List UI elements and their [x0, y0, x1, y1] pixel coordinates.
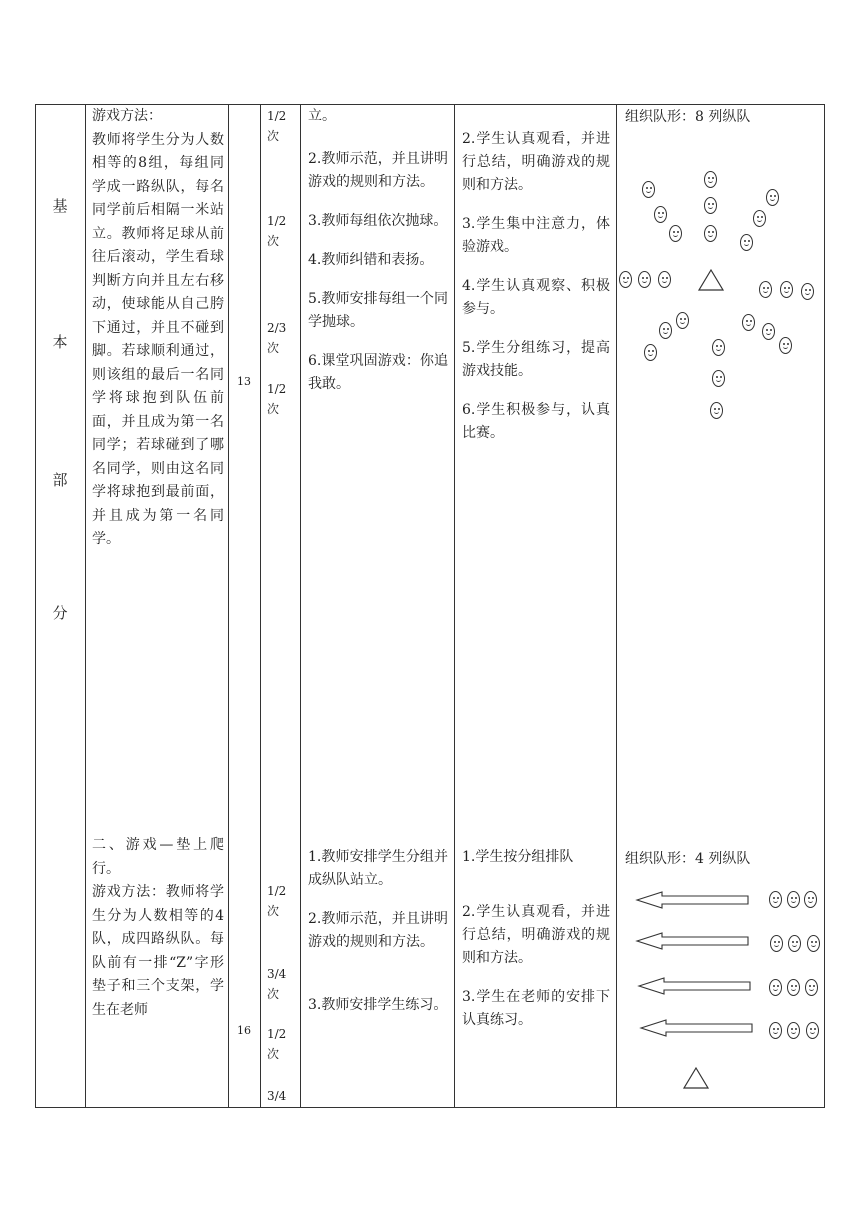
pace-entry: 3/4次 — [267, 967, 287, 1001]
part1-content — [92, 105, 224, 552]
smiley-face-icon — [807, 935, 820, 952]
teacher-step: 5.教师安排每组一个同学抛球。 — [308, 291, 448, 330]
left-arrow-icon — [636, 891, 750, 909]
smiley-face-icon — [638, 271, 651, 288]
pace-entry: 1/2次 — [267, 382, 287, 416]
content-paragraph: 游戏方法：教师将学生分为人数相等的4队，成四路纵队。每队前有一排“Z”字形垫子和三个支架，学生在老师 — [92, 884, 224, 1018]
column-divider — [228, 105, 229, 1107]
part1-teacher-steps — [308, 105, 448, 396]
part2-teacher-steps — [308, 846, 448, 1017]
content-heading: 二、游戏—垫上爬行。 — [92, 837, 224, 877]
smiley-face-icon — [787, 979, 800, 996]
student-response: 3.学生在老师的安排下认真练习。 — [462, 989, 610, 1028]
teacher-step: 6.课堂巩固游戏：你追我敢。 — [308, 353, 448, 392]
teacher-step: 4.教师纠错和表扬。 — [308, 252, 434, 268]
column-divider — [454, 105, 455, 1107]
left-arrow-icon — [640, 1019, 754, 1037]
smiley-face-icon — [806, 1022, 819, 1039]
smiley-face-icon — [619, 271, 632, 288]
smiley-face-icon — [704, 225, 717, 242]
column-divider — [300, 105, 301, 1107]
student-response: 3.学生集中注意力，体验游戏。 — [462, 216, 610, 255]
left-arrow-icon — [636, 932, 750, 950]
smiley-face-icon — [742, 314, 755, 331]
part1-time: 13 — [237, 375, 251, 388]
smiley-face-icon — [759, 281, 772, 298]
teacher-step: 3.教师安排学生练习。 — [308, 997, 448, 1013]
formation-title: 组织队形：8 列纵队 — [625, 109, 751, 125]
student-response: 6.学生积极参与，认真比赛。 — [462, 402, 610, 441]
smiley-face-icon — [787, 1022, 800, 1039]
section-label-char: 本 — [52, 333, 68, 351]
formation-title: 组织队形：4 列纵队 — [625, 851, 751, 867]
smiley-face-icon — [805, 979, 818, 996]
smiley-face-icon — [658, 271, 671, 288]
column-divider — [616, 105, 617, 1107]
smiley-face-icon — [710, 402, 723, 419]
section-label-char: 部 — [52, 471, 68, 489]
content-paragraph: 教师将学生分为人数相等的8组，每组同学成一路纵队，每名同学前后相隔一米站立。教师将足球从前往后滚动，学生看球判断方向并且左右移动，使球能从自己胯下通过，并且不碰到脚。若球顺利通过，则该组的最后一名同学将球抱到队伍前面，并且成为第一名同学；若球碰到了哪名同学，则由这名同学将球抱到最前面，并且成为第一名同学。 — [92, 131, 224, 547]
teacher-step: 3.教师每组依次抛球。 — [308, 213, 448, 229]
pace-entry: 2/3次 — [267, 321, 287, 355]
smiley-face-icon — [769, 891, 782, 908]
student-response: 1.学生按分组排队 — [462, 849, 574, 865]
smiley-face-icon — [762, 323, 775, 340]
smiley-face-icon — [801, 283, 814, 300]
smiley-face-icon — [753, 210, 766, 227]
smiley-face-icon — [712, 370, 725, 387]
smiley-face-icon — [769, 979, 782, 996]
teacher-step: 立。 — [308, 108, 336, 124]
part2-content — [92, 834, 224, 1022]
triangle-icon — [698, 269, 724, 291]
left-arrow-icon — [638, 977, 752, 995]
smiley-face-icon — [704, 197, 717, 214]
smiley-face-icon — [669, 225, 682, 242]
pace-entry: 1/2次 — [267, 214, 287, 248]
smiley-face-icon — [788, 935, 801, 952]
student-response: 5.学生分组练习，提高游戏技能。 — [462, 340, 610, 379]
part2-student-responses — [462, 846, 610, 1032]
smiley-face-icon — [770, 935, 783, 952]
smiley-face-icon — [766, 189, 779, 206]
section-label-char: 基 — [52, 197, 68, 215]
smiley-face-icon — [769, 1022, 782, 1039]
triangle-icon — [683, 1067, 709, 1089]
part1-student-responses — [462, 128, 610, 445]
smiley-face-icon — [644, 344, 657, 361]
teacher-step: 1.教师安排学生分组并成纵队站立。 — [308, 849, 448, 888]
smiley-face-icon — [642, 181, 655, 198]
smiley-face-icon — [659, 322, 672, 339]
smiley-face-icon — [654, 206, 667, 223]
smiley-face-icon — [676, 312, 689, 329]
smiley-face-icon — [779, 337, 792, 354]
smiley-face-icon — [740, 234, 753, 251]
pace-entry: 1/2次 — [267, 884, 287, 918]
part2-time: 16 — [237, 1024, 251, 1037]
column-divider — [260, 105, 261, 1107]
student-response: 2.学生认真观看，并进行总结，明确游戏的规则和方法。 — [462, 904, 610, 966]
student-response: 2.学生认真观看，并进行总结，明确游戏的规则和方法。 — [462, 131, 610, 193]
content-heading: 游戏方法： — [92, 108, 162, 124]
smiley-face-icon — [712, 339, 725, 356]
lesson-plan-table — [35, 104, 825, 1108]
smiley-face-icon — [704, 171, 717, 188]
teacher-step: 2.教师示范，并且讲明游戏的规则和方法。 — [308, 151, 448, 190]
pace-entry: 1/2次 — [267, 109, 287, 143]
teacher-step: 2.教师示范，并且讲明游戏的规则和方法。 — [308, 911, 448, 950]
column-divider — [85, 105, 86, 1107]
smiley-face-icon — [780, 281, 793, 298]
smiley-face-icon — [804, 891, 817, 908]
section-label-char: 分 — [52, 604, 68, 622]
pace-entry: 1/2次 — [267, 1027, 287, 1061]
pace-entry: 3/4 — [267, 1089, 287, 1103]
student-response: 4.学生认真观察、积极参与。 — [462, 278, 610, 317]
smiley-face-icon — [787, 891, 800, 908]
